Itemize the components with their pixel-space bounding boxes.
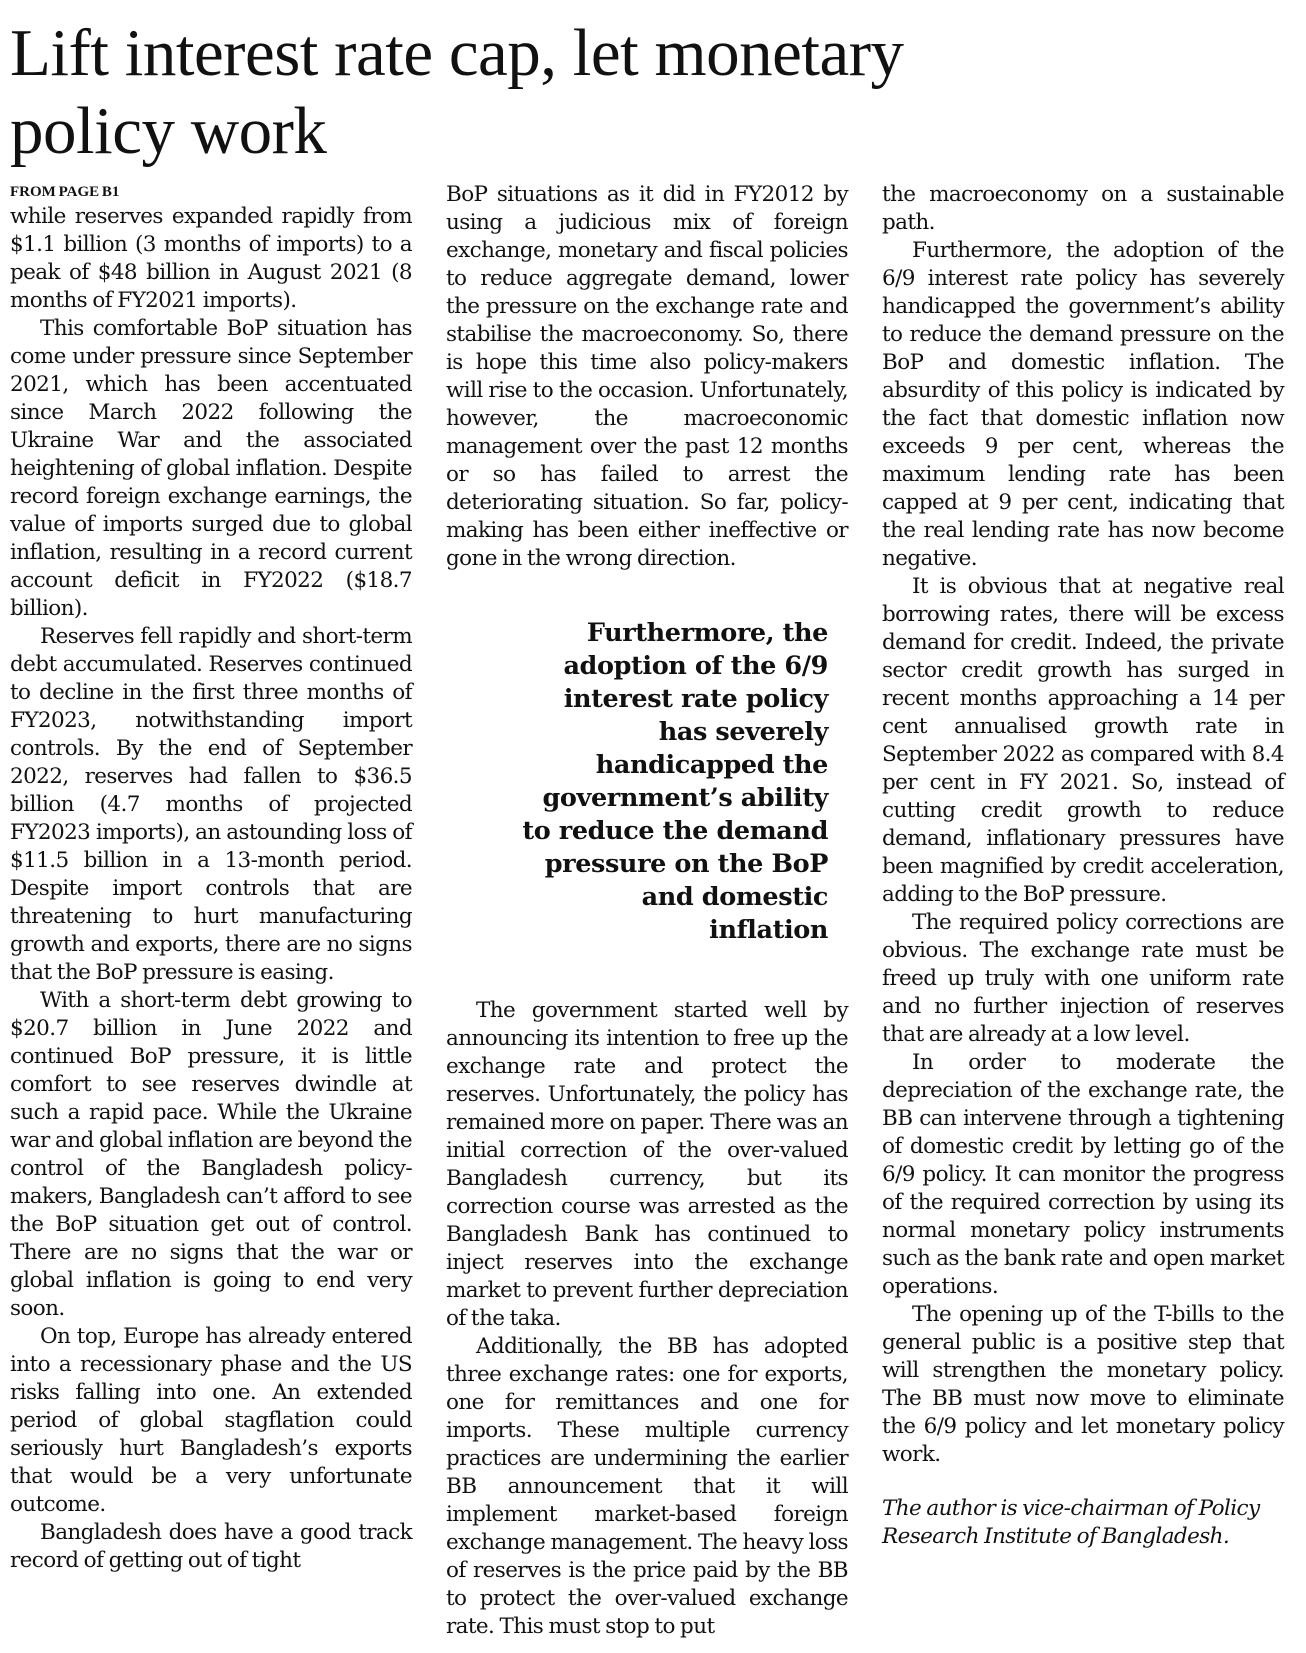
- author-byline: The author is vice-chairman of Policy Research Institute of Bangladesh.: [882, 1496, 1260, 1549]
- column-3: [882, 181, 1284, 1551]
- paragraph: With a short-term debt growing to $20.7 billion in June 2022 and continued BoP pressure, it is little comfort to see reserves dwindle at such a rapid pace. While the Ukraine war and global inflation are beyond the control of the Bangladesh policy-makers, Bangladesh can’t afford to see the BoP situation get out of control. There are no signs that the war or global inflation is going to end very soon.: [10, 988, 412, 1321]
- pull-quote: Furthermore, the adoption of the 6/9 interest rate policy has severely handicapped the government’s ability to reduce the demand pressure on the BoP and domestic inflation: [522, 618, 828, 945]
- paragraph: while reserves expanded rapidly from $1.1 billion (3 months of imports) to a peak of $48 billion in August 2021 (8 months of FY2021 imports).: [10, 204, 412, 313]
- paragraph: BoP situations as it did in FY2012 by using a judicious mix of foreign exchange, monetary and fiscal policies to reduce aggregate demand, lower the pressure on the exchange rate and stabilise the macroeconomy. So, there is hope this time also policy-makers will rise to the occasion. Unfortunately, however, the macroeconomic management over the past 12 months or so has failed to arrest the deteriorating situation. So far, policy-making has been either ineffective or gone in the wrong direction.: [446, 182, 848, 571]
- paragraph: Bangladesh does have a good track record of getting out of tight: [10, 1520, 412, 1573]
- paragraph: The government started well by announcing its intention to free up the exchange rate and protect the reserves. Unfortunately, the policy has remained more on paper. There was an initial correction of the over-valued Bangladesh currency, but its correction course was arrested as the Bangladesh Bank has continued to inject reserves into the exchange market to prevent further depreciation of the taka.: [446, 998, 848, 1331]
- paragraph: In order to moderate the depreciation of the exchange rate, the BB can intervene through a tightening of domestic credit by letting go of the 6/9 policy. It can monitor the progress of the required correction by using its normal monetary policy instruments such as the bank rate and open market operations.: [882, 1050, 1284, 1299]
- column-1: [10, 181, 412, 1575]
- paragraph: On top, Europe has already entered into a recessionary phase and the US risks falling into one. An extended period of global stagflation could seriously hurt Bangladesh’s exports that would be a very unfortunate outcome.: [10, 1324, 412, 1517]
- paragraph: the macroeconomy on a sustainable path.: [882, 182, 1284, 235]
- paragraph: Additionally, the BB has adopted three exchange rates: one for exports, one for remittances and one for imports. These multiple currency practices are undermining the earlier BB announcement that it will implement market-based foreign exchange management. The heavy loss of reserves is the price paid by the BB to protect the over-valued exchange rate. This must stop to put: [446, 1334, 848, 1639]
- paragraph: Reserves fell rapidly and short-term debt accumulated. Reserves continued to decline in the first three months of FY2023, notwithstanding import controls. By the end of September 2022, reserves had fallen to $36.5 billion (4.7 months of projected FY2023 imports), an astounding loss of $11.5 billion in a 13-month period. Despite import controls that are threatening to hurt manufacturing growth and exports, there are no signs that the BoP pressure is easing.: [10, 624, 412, 985]
- from-page-label: FROM PAGE B1: [10, 184, 120, 200]
- column-2: [446, 181, 848, 1641]
- paragraph: This comfortable BoP situation has come under pressure since September 2021, which has been accentuated since March 2022 following the Ukraine War and the associated heightening of global inflation. Despite record foreign exchange earnings, the value of imports surged due to global inflation, resulting in a record current account deficit in FY2022 ($18.7 billion).: [10, 316, 412, 621]
- paragraph: Furthermore, the adoption of the 6/9 interest rate policy has severely handicapped the government’s ability to reduce the demand pressure on the BoP and domestic inflation. The absurdity of this policy is indicated by the fact that domestic inflation now exceeds 9 per cent, whereas the maximum lending rate has been capped at 9 per cent, indicating that the real lending rate has now become negative.: [882, 238, 1284, 571]
- paragraph: The opening up of the T-bills to the general public is a positive step that will strengthen the monetary policy. The BB must now move to eliminate the 6/9 policy and let monetary policy work.: [882, 1302, 1284, 1467]
- paragraph: It is obvious that at negative real borrowing rates, there will be excess demand for credit. Indeed, the private sector credit growth has surged in recent months approaching a 14 per cent annualised growth rate in September 2022 as compared with 8.4 per cent in FY 2021. So, instead of cutting credit growth to reduce demand, inflationary pressures have been magnified by credit acceleration, adding to the BoP pressure.: [882, 574, 1284, 907]
- headline: Lift interest rate cap, let monetary policy work: [10, 16, 904, 168]
- paragraph: The required policy corrections are obvious. The exchange rate must be freed up truly with one uniform rate and no further injection of reserves that are already at a low level.: [882, 910, 1284, 1047]
